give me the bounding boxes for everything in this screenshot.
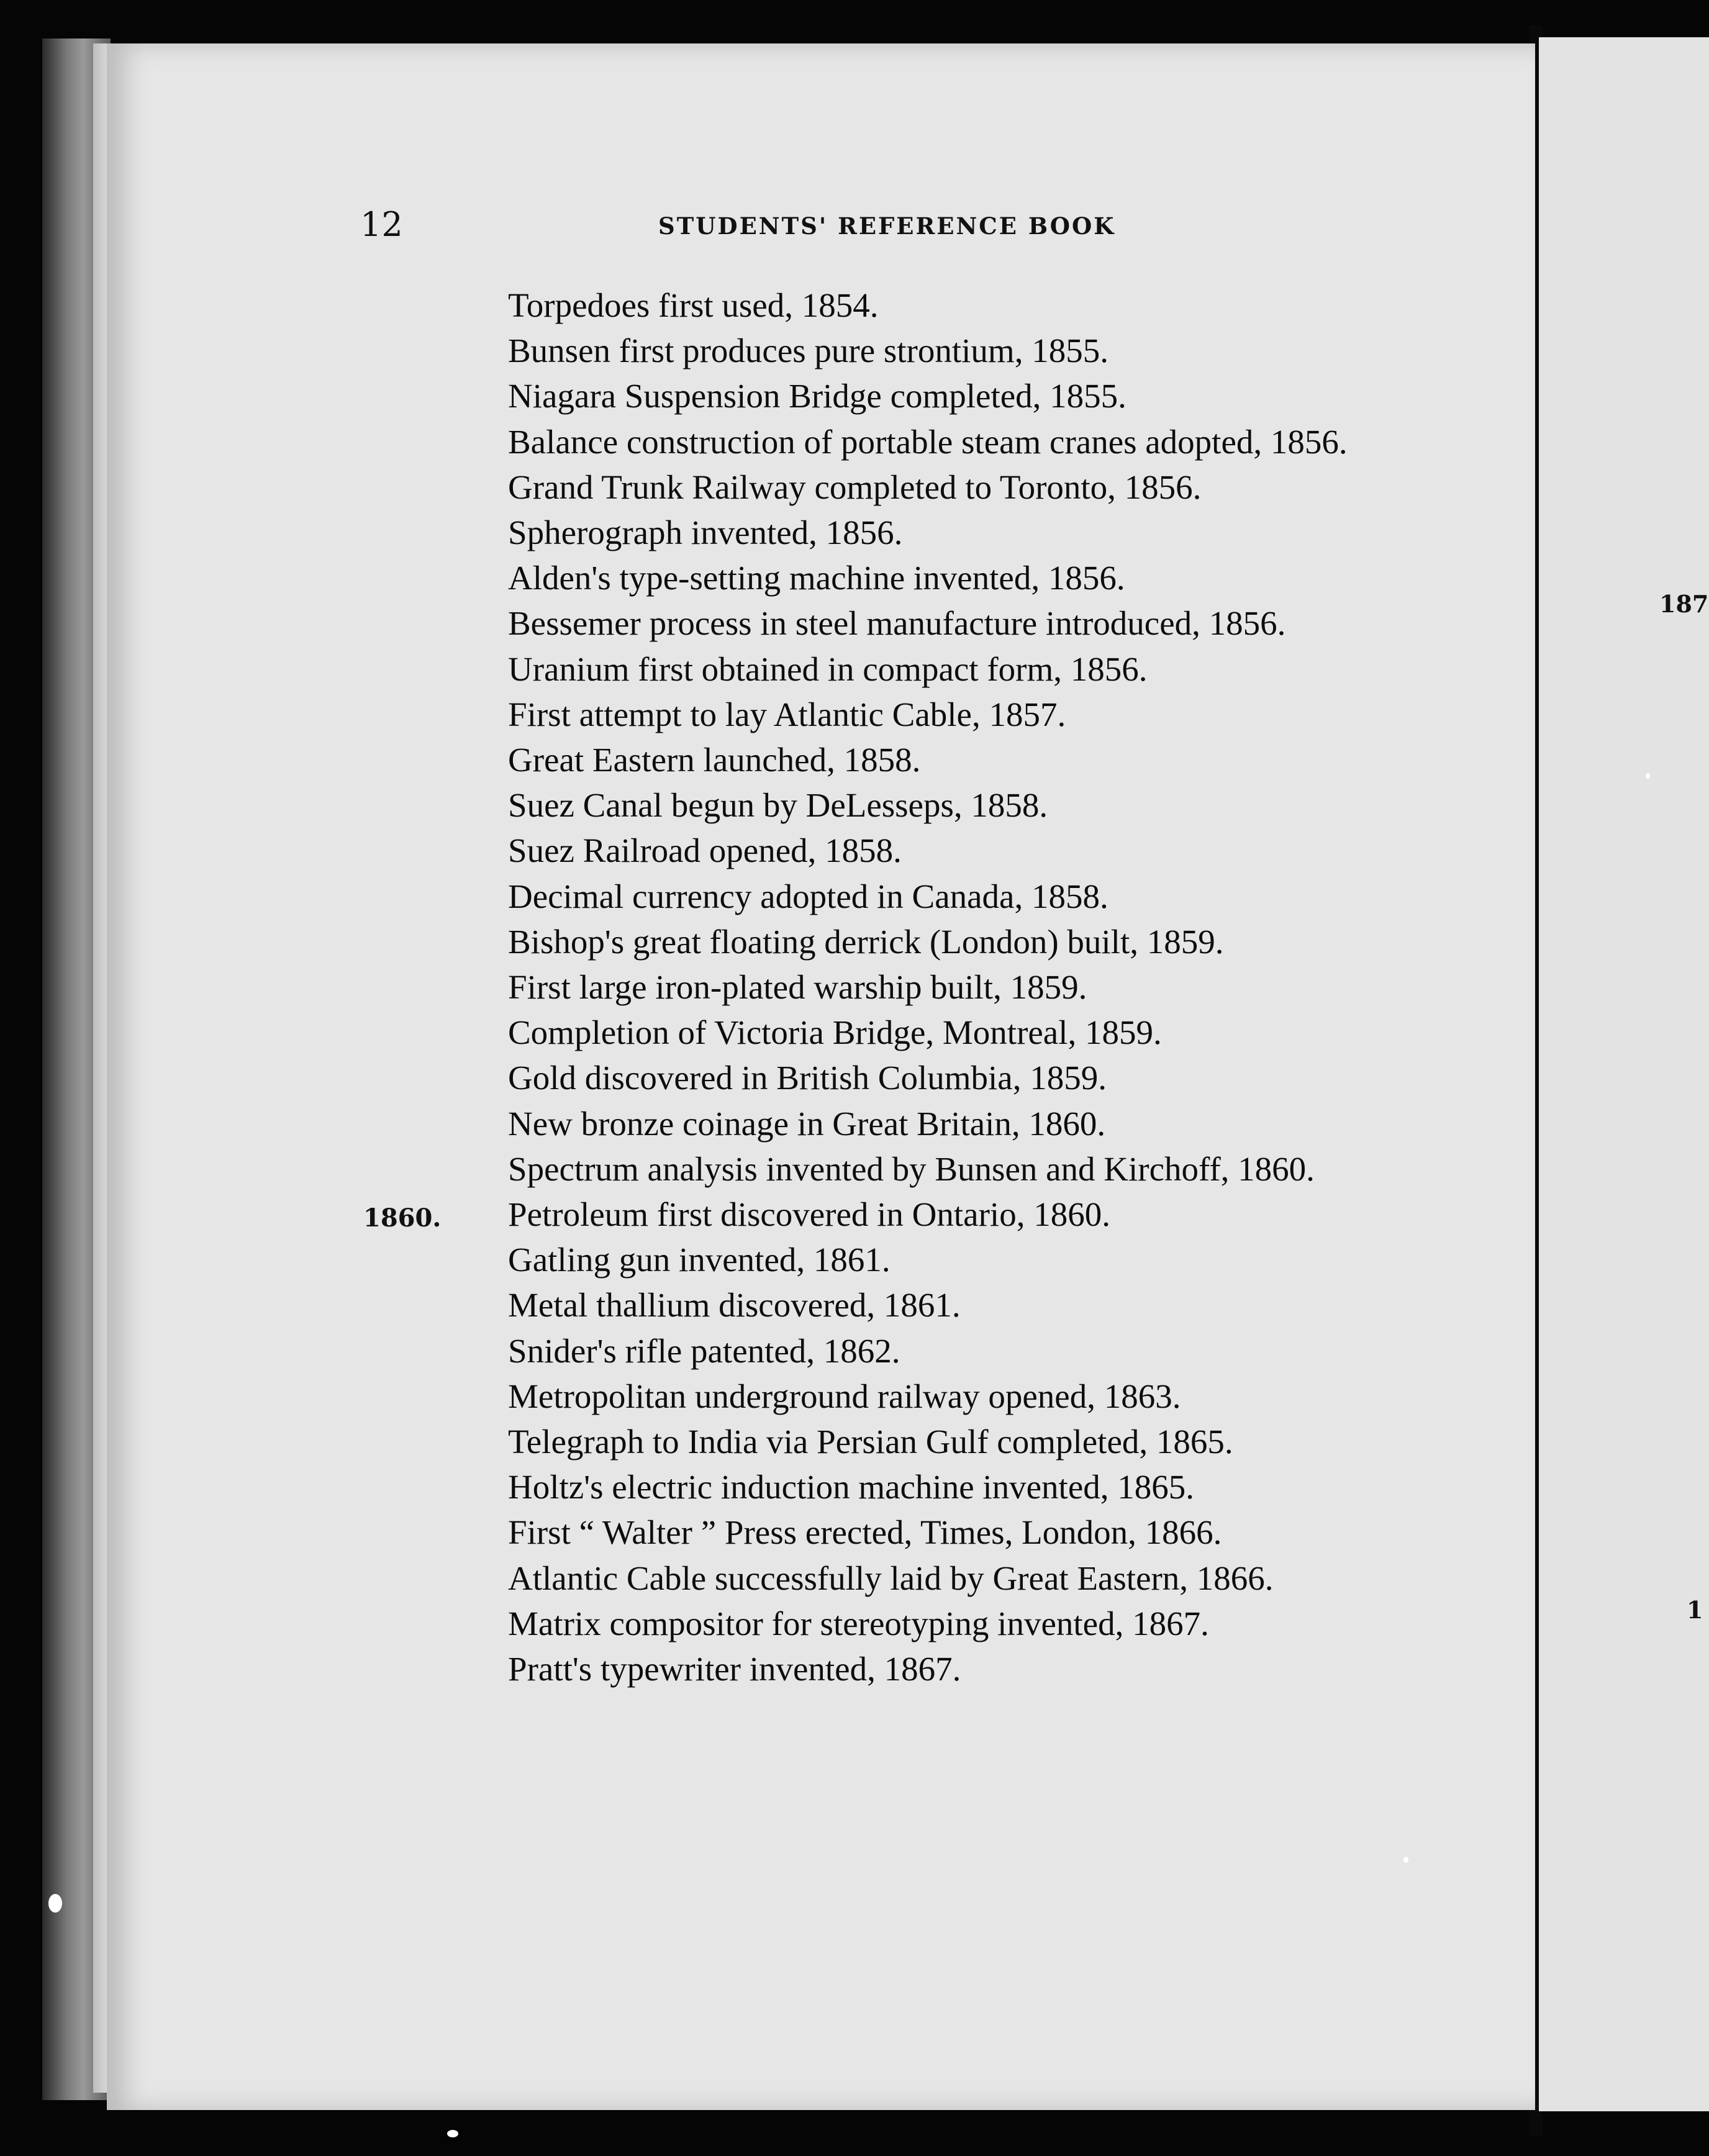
chronology-entry: Bessemer process in steel manufacture introduced, 1856. (508, 604, 1286, 643)
chronology-entry: Suez Railroad opened, 1858. (508, 831, 902, 870)
page-number: 12 (360, 205, 403, 244)
chronology-entry: Great Eastern launched, 1858. (508, 741, 921, 779)
chronology-entry: New bronze coinage in Great Britain, 1860. (508, 1104, 1106, 1143)
running-head: STUDENTS' REFERENCE BOOK (658, 212, 1116, 240)
chronology-entry: Completion of Victoria Bridge, Montreal, 1859. (508, 1013, 1162, 1052)
scan-speck (447, 2130, 458, 2137)
chronology-entry: Grand Trunk Railway completed to Toronto, 1856. (508, 468, 1202, 506)
chronology-entry: Metal thallium discovered, 1861. (508, 1286, 961, 1325)
facing-page-text-fragment: 187 (1659, 590, 1709, 618)
facing-page-fragment (1539, 37, 1709, 2111)
chronology-entry: Decimal currency adopted in Canada, 1858. (508, 877, 1108, 915)
chronology-entry: Petroleum first discovered in Ontario, 1860. (508, 1195, 1110, 1234)
chronology-entry: First attempt to lay Atlantic Cable, 1857. (508, 695, 1066, 733)
chronology-entry: Torpedoes first used, 1854. (508, 286, 879, 324)
chronology-entry: Metropolitan underground railway opened, 1863. (508, 1377, 1181, 1415)
chronology-entry: Alden's type-setting machine invented, 1856. (508, 559, 1125, 597)
scan-speck (1403, 1857, 1408, 1863)
chronology-entry: Spherograph invented, 1856. (508, 514, 903, 552)
chronology-entry: Gold discovered in British Columbia, 1859. (508, 1059, 1107, 1097)
chronology-entry: First large iron-plated warship built, 1859. (508, 968, 1087, 1007)
chronology-entry: Balance construction of portable steam cranes adopted, 1856. (508, 422, 1348, 461)
chronology-entry: Matrix compositor for stereotyping invented, 1867. (508, 1604, 1209, 1642)
chronology-entry: Telegraph to India via Persian Gulf completed, 1865. (508, 1423, 1233, 1461)
chronology-entry: Suez Canal begun by DeLesseps, 1858. (508, 786, 1048, 825)
chronology-entry: Snider's rifle patented, 1862. (508, 1331, 900, 1370)
margin-year-label: 1860. (363, 1203, 442, 1233)
chronology-entry: First “ Walter ” Press erected, Times, London, 1866. (508, 1513, 1222, 1552)
chronology-entry: Atlantic Cable successfully laid by Great Eastern, 1866. (508, 1559, 1274, 1597)
scan-speck (1646, 773, 1650, 779)
chronology-entry: Niagara Suspension Bridge completed, 1855. (508, 377, 1126, 415)
chronology-list (508, 283, 1408, 1692)
chronology-entry: Bunsen first produces pure strontium, 1855. (508, 332, 1108, 370)
chronology-entry: Holtz's electric induction machine invented, 1865. (508, 1468, 1194, 1506)
chronology-entry: Bishop's great floating derrick (London) built, 1859. (508, 922, 1224, 961)
scan-speck (48, 1894, 62, 1913)
chronology-entry: Uranium first obtained in compact form, 1856. (508, 650, 1148, 688)
chronology-entry: Gatling gun invented, 1861. (508, 1241, 891, 1279)
facing-page-text-fragment: 1 (1687, 1596, 1703, 1624)
chronology-entry: Spectrum analysis invented by Bunsen and Kirchoff, 1860. (508, 1149, 1315, 1188)
chronology-entry: Pratt's typewriter invented, 1867. (508, 1650, 961, 1688)
